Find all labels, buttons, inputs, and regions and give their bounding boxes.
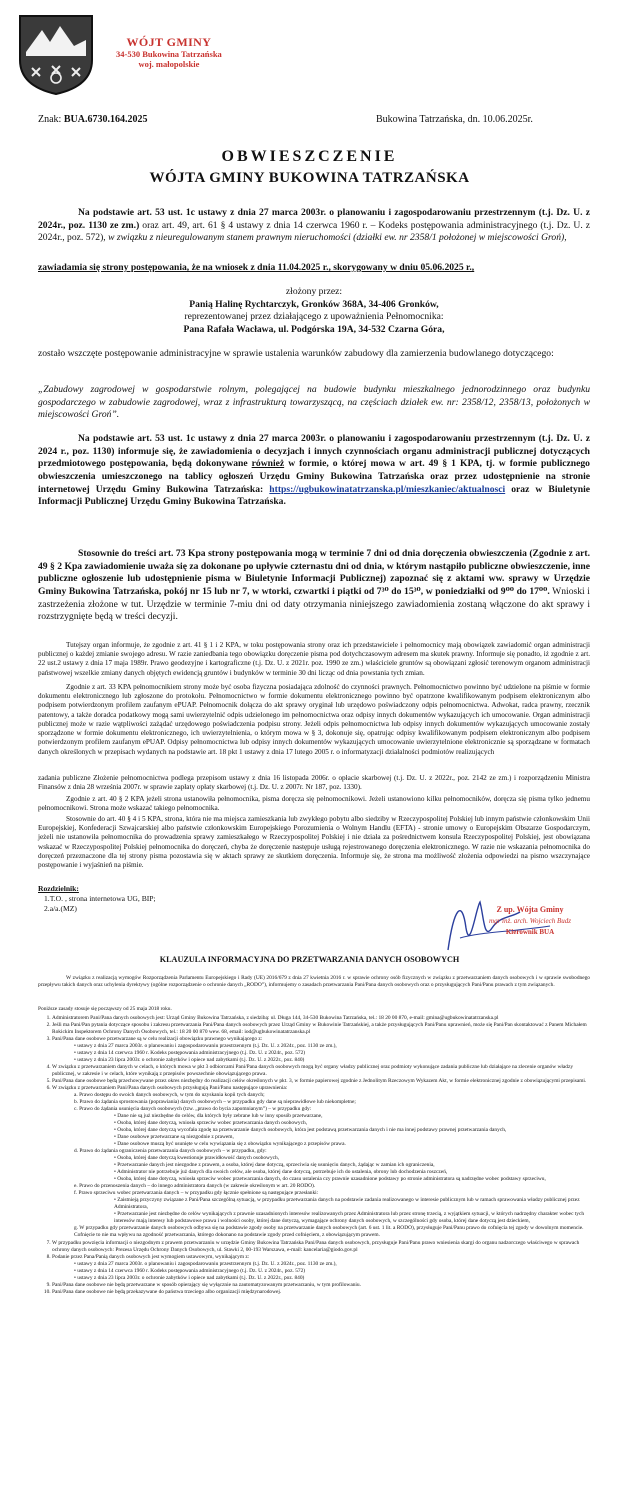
notification-method-c: oraz w Biuletynie Informacji Publicznej Urzędu Gminy Bukowina Tatrzańska. [38,483,591,508]
submitted-by-label: złożony przez: [285,286,343,297]
reference-label: Znak: [38,114,62,125]
legal-basis-text: ustawy z dnia 23 lipca 2003r. o ochronie zabytków i opiece nad zabytkami (t.j. Dz. U. z 2022r., poz. 840) [77,1274,305,1281]
right-entry: a. Prawo dostępu do swoich danych osobowych, w tym do uzyskania kopii tych danych; [74,1092,265,1099]
notification-statement: zawiadamia się strony postępowania, że na wniosek z dnia 11.04.2025 r., skorygowany w dniu 05.06.2025 r., [38,262,475,273]
right-text: Prawo do przenoszenia danych – do innego administratora danych (w zakresie określonym w art. 20 RODO). [79,1183,316,1190]
case-entry: • Administrator nie potrzebuje już danych dla swoich celów, ale osoba, której dane dotyczą, potrzebuje ich do ustalenia, obrony lub dochodzenia roszczeń, [114,1169,448,1176]
legal-basis-entry: • ustawy z dnia 27 marca 2003r. o planowaniu i zagospodarowaniu przestrzennym (t.j. Dz. U. z 2024r., poz. 1130 ze zm.), [74,1043,337,1050]
reference-value: BUA.6730.164.2025 [63,114,148,125]
notification-method-also: również [251,458,285,470]
case-entry: • Osoba, której dane dotyczą wycofała zgodę na przetwarzanie danych osobowych, która jest podstawą przetwarzania danych i nie ma innej podstawy prawnej przetwarzania danych, [114,1127,507,1134]
legal-basis-text: ustawy z dnia 14 czerwca 1960 r. Kodeks postępowania administracyjnego (t.j. Dz. U. z 2024r., poz. 572) [77,1267,306,1274]
right-entry: d. Prawo do żądania ograniczenia przetwarzania danych osobowych – w przypadku, gdy: [74,1148,267,1155]
reference-number [38,114,147,125]
stamp-duty-note: zadania publiczne Złożenie pełnomocnictwa podlega przepisom ustawy z dnia 16 listopada 2006r. o opłacie skarbowej (t.j. Dz. U. z 2022r., poz. 2142 ze zm.) i rozporządzeniu Ministra Finansów z dnia 28 września 2007r. w sprawie zapłaty opłaty skarbowej (t.j. Dz. U. z 2007r. Nr 187, poz. 1330). [38,774,590,792]
right-entry: f. Prawo sprzeciwu wobec przetwarzania danych – w przypadku gdy łącznie spełnione są następujące przesłanki: [74,1190,319,1197]
legal-basis-text: oraz art. 49, art. 61 § 4 ustawy z dnia 14 czerwca 1960 r. – Kodeks postępowania administracyjnego (t.j. Dz. U. z 2024r., poz. 572), [38,219,591,244]
office-stamp [116,36,222,69]
access-to-files-bold: Stosownie do treści art. 73 Kpa strony postępowania mogą w terminie 7 dni od dnia doręczenia obwieszczenia (Zgodnie z art. 49 § 2 Kpa zawiadomienie uważa się za dokonane po upływie czternastu dni od dnia, w którym nastąpiło publiczne obwieszczenie, inne publiczne ogłoszenie lub udostępnienie pisma w Biuletynie Informacji Publicznej) zapoznać się z aktami ww. sprawy w Urzędzie Gminy Bukowina Tatrzańska, pokój nr 15 lub nr 7, w wtorki, czwartki i piątki od 7³⁰ do 15³⁰, w poniedziałki od 9⁰⁰ do 17⁰⁰. [38,548,590,597]
rodo-item: 1. Administratorem Pani/Pana danych osobowych jest: Urząd Gminy Bukowina Tatrzańska, z siedzibą: ul. Długa 144, 34-530 Bukowina Tatrzańska, tel.: 18 20 00 870, e-mail: gmina@ugbukowinatatrzanska.pl [52,1015,590,1022]
applicant-block [38,286,590,337]
case-text: Przetwarzanie jest niezbędne do celów wynikających z prawnie uzasadnionych interesów realizowanych przez Administratora lub przez stronę trzecią, z wyjątkiem sytuacji, w których nadrzędny charakter wobec tych interesów mają interesy lub podstawowe prawa i wolności osoby, której dane dotyczą, wymagające ochrony danych osobowych, w szczególności gdy osoba, której dane dotyczą jest dzieckiem, [114,1211,585,1225]
case-text: Osoba, której dane dotyczą kwestionuje prawidłowość danych osobowych, [117,1155,280,1162]
case-text: Zaistnieją przyczyny związane z Pani/Pana szczególną sytuacją, w przypadku przetwarzania danych na podstawie zadania realizowanego w interesie publicznym lub w ramach sprawowania władzy publicznej przez Administratora, [114,1197,580,1211]
rodo-item: 5. Pani/Pana dane osobowe będą przechowywane przez okres niezbędny do realizacji celów określonych w pkt. 3, w formie papierowej zgodnie z Jednolitym Rzeczowym Wykazem Akt, w formie elektronicznej zgodnie z obowiązującymi przepisami. [52,1078,590,1085]
notification-method-paragraph [38,433,590,509]
right-entry: g. W przypadku gdy przetwarzanie danych osobowych odbywa się na podstawie zgody osoby na przetwarzanie danych osobowych (art. 6 ust. 1 lit. a RODO), przysługuje Pani/Panu prawo do cofnięcia tej zgody w dowolnym momencie. Cofnięcie to nie ma wpływu na zgodność przetwarzania, którego dokonano na podstawie zgody przed cofnięciem, z obowiązującym prawem. [74,1225,584,1239]
stamp-title: WÓJT GMINY [126,35,212,49]
legal-basis-entry: • ustawy z dnia 14 czerwca 1960 r. Kodeks postępowania administracyjnego (t.j. Dz. U. z 2024r., poz. 572) [74,1050,306,1057]
right-text: Prawo do żądania ograniczenia przetwarzania danych osobowych – w przypadku, gdy: [79,1148,267,1155]
rodo-item: 9. Pani/Pana dane osobowe nie będą przetwarzane w sposób opierający się wyłącznie na zautomatyzowanym przetwarzaniu, w tym profilowaniu. [52,1282,590,1289]
place-date: Bukowina Tatrzańska, dn. 10.06.2025r. [376,114,533,125]
case-text: Dane nie są już niezbędne do celów, dla których były zebrane lub w inny sposób przetwarzane, [117,1113,323,1120]
legal-basis-bold: Na podstawie art. 53 ust. 1c ustawy z dnia 27 marca 2003r. o planowaniu i zagospodarowaniu przestrzennym (t.j. Dz. U. z 2024r., poz. 1130 ze zm.) [38,207,590,231]
rodo-item-text: Podanie przez Pana/Panią danych osobowych jest wymogiem ustawowym, wynikającym z: [52,1253,250,1260]
rodo-item: 4. W związku z przetwarzaniem danych w celach, o których mowa w pkt 3 odbiorcami Pani/Pana danych osobowych mogą być organy władzy publicznej oraz podmioty wykonujące zadania publiczne lub działające na zlecenie organów władzy publicznej, w zakresie i w celach, które wynikają z przepisów powszechnie obowiązującego prawa. [52,1064,590,1078]
case-text: Administrator nie potrzebuje już danych dla swoich celów, ale osoba, której dane dotyczą, potrzebuje ich do ustalenia, obrony lub dochodzenia roszczeń, [116,1169,448,1176]
signature-name: mgr inż. arch. Wojciech Budz [489,917,571,925]
access-to-files-rest: Wnioski i zastrzeżenia złożone w tut. Urzędzie w terminie 7-miu dni od daty otrzymania niniejszego zawiadomienia zostaną włączone do akt sprawy i rozstrzygnięte będą w treści decyzji. [38,585,590,623]
rodo-item [52,1254,590,1282]
project-description: „Zabudowy zagrodowej w gospodarstwie rolnym, polegającej na budowie budynku mieszkalnego jednorodzinnego oraz budynku gospodarczego w zabudowie zagrodowej, wraz z infrastrukturą towarzyszącą, na częściach działek ew. nr: 2358/12, 2358/13, położonych w miejscowości Groń”. [38,384,590,421]
access-to-files-paragraph [38,548,590,624]
case-entry: • Osoba, której dane dotyczą, wniosła sprzeciw wobec przetwarzania danych, do czasu ustalenia czy prawnie uzasadnione podstawy po stronie administratora są nadrzędne wobec podstawy sprzeciwu, [114,1176,546,1183]
stamp-region: woj. małopolskie [138,58,200,69]
right-entry: e. Prawo do przenoszenia danych – do innego administratora danych (w zakresie określonym w art. 20 RODO). [74,1183,316,1190]
rights-list [52,1092,590,1239]
legal-basis-entry: • ustawy z dnia 23 lipca 2003r. o ochronie zabytków i opiece nad zabytkami (t.j. Dz. U. z 2022r., poz. 840) [74,1057,305,1064]
right-text: Prawo do żądania sprostowania (poprawiania) danych osobowych – w przypadku gdy dane są nieprawidłowe lub niekompletne; [79,1099,356,1106]
notification-method-b: w formie, o której mowa w art. 49 § 1 KPA, tj. w formie publicznego obwieszczenia umieszczonego na tablicy ogłoszeń Urzędu Gminy Bukowina Tatrzańska oraz przez udostępnienie na stronie internetowej Urzędu Gminy Bukowina Tatrzańska: [38,458,590,495]
rodo-item-text: Pani/Pana dane osobowe przetwarzane są w celu realizacji obowiązku prawnego wynikającego z: [52,1036,263,1043]
website-link[interactable]: https://ugbukowinatatrzanska.pl/mieszkaniec/aktualnosci [269,483,506,495]
document-title: OBWIESZCZENIE [221,148,398,165]
legal-basis-entry: • ustawy z dnia 27 marca 2003r. o planowaniu i zagospodarowaniu przestrzennym (t.j. Dz. U. z 2024r., poz. 1130 ze zm.), [74,1260,337,1267]
rodo-item [52,1036,590,1064]
right-entry: b. Prawo do żądania sprostowania (poprawiania) danych osobowych – w przypadku gdy dane są nieprawidłowe lub niekompletne; [74,1099,356,1106]
case-entry: • Osoba, której dane dotyczą, wniosła sprzeciw wobec przetwarzania danych osobowych, [114,1120,308,1127]
case-entry: • Przetwarzanie danych jest niezgodne z prawem, a osoba, której dane dotyczą, sprzeciwia się usunięciu danych, żądając w zamian ich ograniczenia, [114,1162,435,1169]
right-text: Prawo do żądania usunięcia danych osobowych (tzw. „prawo do bycia zapomnianym”) – w przypadku gdy: [79,1106,312,1113]
case-text: Osoba, której dane dotyczą, wniosła sprzeciw wobec przetwarzania danych, do czasu ustalenia czy prawnie uzasadnione podstawy po stronie administratora są nadrzędne wobec podstawy sprzeciwu, [117,1176,546,1183]
legal-basis-text: ustawy z dnia 23 lipca 2003r. o ochronie zabytków i opiece nad zabytkami (t.j. Dz. U. z 2022r., poz. 840) [77,1057,305,1064]
right-text: Prawo sprzeciwu wobec przetwarzania danych – w przypadku gdy łącznie spełnione są następujące przesłanki: [78,1190,319,1197]
rodo-intro: W związku z realizacją wymogów Rozporządzenia Parlamentu Europejskiego i Rady (UE) 2016/679 z dnia 27 kwietnia 2016 r. w sprawie ochrony osób fizycznych w związku z przetwarzaniem danych osobowych i w sprawie swobodnego przepływu takich danych oraz uchylenia dyrektywy (ogólne rozporządzenie o ochronie danych „RODO”), informujemy o zasadach przetwarzania Pani/Pana danych osobowych oraz o przysługujących Pani/Panu prawach z tym związanych. [38,975,590,989]
legal-basis-entry: • ustawy z dnia 23 lipca 2003r. o ochronie zabytków i opiece nad zabytkami (t.j. Dz. U. z 2022r., poz. 840) [74,1274,305,1281]
rodo-item: 10. Pani/Pana dane osobowe nie będą przekazywane do państwa trzeciego albo organizacji międzynarodowej. [52,1289,590,1296]
rodo-item: 7. W przypadku powzięcia informacji o niezgodnym z prawem przetwarzaniu w urzędzie Gminy Bukowina Tatrzańska Pani/Pana danych osobowych, przysługuje Pani/Panu prawo wniesienia skargi do organu nadzorczego właściwego w sprawach ochrony danych osobowych: Prezesa Urzędu Ochrony Danych Osobowych, ul. Stawki 2, 00-193 Warszawa, e-mail: kancelaria@giodo.gov.pl [52,1240,590,1254]
legal-basis-paragraph [38,207,590,245]
right-text: W przypadku gdy przetwarzanie danych osobowych odbywa się na podstawie zgody osoby na przetwarzanie danych osobowych (art. 6 ust. 1 lit. a RODO), przysługuje Pani/Panu prawo do cofnięcia tej zgody w dowolnym momencie. Cofnięcie to nie ma wpływu na zgodność przetwarzania, którego dokonano na podstawie zgody przed cofnięciem, z obowiązującym prawem. [74,1225,584,1239]
rodo-legal-basis [52,1043,590,1064]
rodo-item-text: W związku z przetwarzaniem Pani/Pana danych osobowych przysługują Pani/Panu następujące uprawnienia: [52,1085,288,1092]
case-entry: • Zaistnieją przyczyny związane z Pani/Pana szczególną sytuacją, w przypadku przetwarzania danych na podstawie zadania realizowanego w interesie publicznym lub w ramach sprawowania władzy publicznej przez Administratora, [114,1197,580,1211]
right-text: Prawo dostępu do swoich danych osobowych, w tym do uzyskania kopii tych danych; [79,1092,265,1099]
address-change-note: Tutejszy organ informuje, że zgodnie z art. 41 § 1 i 2 KPA, w toku postępowania strony oraz ich przedstawiciele i pełnomocnicy mają obowiązek zawiadomić organ administracji publicznej o każdej zmianie swojego adresu. W razie zaniedbania tego obowiązku doręczenie pisma pod dotychczasowym adresem ma skutek prawny. Informuje się ponadto, iż zgodnie z art. 22 ust.2 ustawy z dnia 17 maja 1989r. Prawo geodezyjne i kartograficzne (t.j. Dz. U. z 2021r. poz. 1990 ze zm.) właściciele gruntów są obowiązani zgłosić terenowym organom administracji państwowej wszelkie zmiany danych objętych ewidencją gruntów i budynków w terminie 30 dni licząc od dnia powstania tych zmian. [38,641,590,677]
case-text: Osoba, której dane dotyczą wycofała zgodę na przetwarzanie danych osobowych, która jest podstawą przetwarzania danych i nie ma innej podstawy prawnej przetwarzania danych, [117,1127,507,1134]
signature-stamp [470,904,590,937]
case-entry: • Osoba, której dane dotyczą kwestionuje prawidłowość danych osobowych, [114,1155,280,1162]
legal-basis-italic: w związku z nieuregulowanym stanem prawnym nieruchomości (działki ew. nr 2358/1 położonej w miejscowości Groń), [108,232,567,244]
stamp-address: 34-530 Bukowina Tatrzańska [116,48,222,59]
municipality-coat-of-arms-logo [14,12,98,96]
legal-basis-text: ustawy z dnia 27 marca 2003r. o planowaniu i zagospodarowaniu przestrzennym (t.j. Dz. U. z 2024r., poz. 1130 ze zm.), [77,1043,337,1050]
objection-cases [74,1197,590,1225]
distribution-item: 2.a/a.(MZ) [44,903,77,913]
case-text: Osoba, której dane dotyczą, wniosła sprzeciw wobec przetwarzania danych osobowych, [117,1120,308,1127]
erase-cases [74,1113,590,1148]
rodo-item [52,1085,590,1239]
rodo-title: KLAUZULA INFORMACYJNA DO PRZETWARZANIA DANYCH OSOBOWYCH [159,955,460,964]
case-text: Dane osobowe przetwarzane są niezgodnie z prawem, [117,1134,234,1141]
signature-authority: Z up. Wójta Gminy [496,905,564,914]
case-entry: • Dane osobowe przetwarzane są niezgodnie z prawem, [114,1134,234,1141]
proceedings-initiated: zostało wszczęte postępowanie administracyjne w sprawie ustalenia warunków zabudowy dla zamierzenia budowlanego dotyczącego: [38,348,554,359]
distribution-label: Rozdzielnik: [38,884,79,893]
distribution-list [38,884,156,914]
distribution-item: 1.T.O. , strona internetowa UG, BIP; [44,893,156,903]
restrict-cases [74,1155,590,1183]
case-entry: • Dane nie są już niezbędne do celów, dla których były zebrane lub w inny sposób przetwarzane, [114,1113,323,1120]
attorney-name: Pana Rafała Wacława, ul. Podgórska 19A, 34-532 Czarna Góra, [183,323,445,335]
case-text: Przetwarzanie danych jest niezgodne z prawem, a osoba, której dane dotyczą, sprzeciwia się usunięciu danych, żądając w zamian ich ograniczenia, [117,1162,435,1169]
document-subtitle: WÓJTA GMINY BUKOWINA TATRZAŃSKA [149,170,470,186]
foreign-party-note: Stosownie do art. 40 § 4 i 5 KPA, strona, która nie ma miejsca zamieszkania lub zwykłego pobytu albo siedziby w Rzeczypospolitej Polskiej lub innym państwie członkowskim Unii Europejskiej, Konfederacji Szwajcarskiej albo państwie członkowskim Europejskiego Porozumienia o Wolnym Handlu (EFTA) - stronie umowy o Europejskim Obszarze Gospodarczym, jeżeli nie ustanowiła pełnomocnika do prowadzenia sprawy zamieszkałego w Rzeczypospolitej Polskiej i nie działa za pośrednictwem konsula Rzeczypospolitej Polskiej, jest obowiązana wskazać w Rzeczypospolitej Polskiej pełnomocnika do doręczeń, chyba że doręczenie następuje usługą rejestrowanego doręczenia elektronicznego. W razie nie wskazania pełnomocnika do doręczeń przeznaczone dla tej strony pisma pozostawia się w aktach sprawy ze skutkiem doręczenia. Informuje się, że strona ma możliwość złożenia odpowiedzi na pismo wszczynające postępowanie i wyjaśnień na piśmie. [38,815,590,870]
delivery-to-attorney-note: Zgodnie z art. 40 § 2 KPA jeżeli strona ustanowiła pełnomocnika, pisma doręcza się pełnomocnikowi. Jeżeli ustanowiono kilku pełnomocników, doręcza się pisma tylko jednemu pełnomocnikowi. Strona może wskazać takiego pełnomocnika. [38,795,590,813]
legal-basis-text: ustawy z dnia 14 czerwca 1960 r. Kodeks postępowania administracyjnego (t.j. Dz. U. z 2024r., poz. 572) [77,1050,306,1057]
representation-note: reprezentowanej przez działającego z upoważnienia Pełnomocnika: [184,311,444,323]
rodo-legal-basis [52,1261,590,1282]
legal-basis-text: ustawy z dnia 27 marca 2003r. o planowaniu i zagospodarowaniu przestrzennym (t.j. Dz. U. z 2024r., poz. 1130 ze zm.), [77,1260,337,1267]
case-text: Dane osobowe muszą być usunięte w celu wywiązania się z obowiązku wynikającego z przepisów prawa. [117,1141,346,1148]
applicant-name: Panią Halinę Rychtarczyk, Gronków 368A, 34-406 Gronków, [189,298,439,310]
legal-basis-entry: • ustawy z dnia 14 czerwca 1960 r. Kodeks postępowania administracyjnego (t.j. Dz. U. z 2024r., poz. 572) [74,1267,306,1274]
signature-title: Kierownik BUA [505,927,555,936]
case-entry: • Przetwarzanie jest niezbędne do celów wynikających z prawnie uzasadnionych interesów realizowanych przez Administratora lub przez stronę trzecią, z wyjątkiem sytuacji, w których nadrzędny charakter wobec tych interesów mają interesy lub podstawowe prawa i wolności osoby, której dane dotyczą, wymagające ochrony danych osobowych, w szczególności gdy osoba, której dane dotyczą jest dzieckiem, [114,1211,585,1225]
notification-method-a: Na podstawie art. 53 ust. 1c ustawy z dnia 27 marca 2003r. o planowaniu i zagospodarowaniu przestrzennym (t.j. Dz. U. z 2024 r., poz. 1130) informuje się, że zawiadomienia o decyzjach i innych czynnościach organu administracji publicznej dotyczących przedmiotowego postępowania, będą dokonywane [38,433,590,470]
rodo-intro-date: Poniższe zasady stosuje się począwszy od 25 maja 2018 roku. [38,1006,172,1012]
rodo-item: 2. Jeśli ma Pani/Pan pytania dotyczące sposobu i zakresu przetwarzania Pani/Pana danych osobowych przez Urząd Gminy w Bukowinie Tatrzańskiej, a także przysługujących Pani/Panu uprawnień, może się Pani/Pan skontaktować z Panem Michałem Rokickim Inspektorem Ochrony Danych Osobowych, tel.: 18 20 00 870 wew. 68, email: iod@ugbukowinatatrzanska.pl [52,1022,590,1036]
case-entry: • Dane osobowe muszą być usunięte w celu wywiązania się z obowiązku wynikającego z przepisów prawa. [114,1141,346,1148]
attorney-rules-note: Zgodnie z art. 33 KPA pełnomocnikiem strony może być osoba fizyczna posiadająca zdolność do czynności prawnych. Pełnomocnictwo powinno być udzielone na piśmie w formie dokumentu elektronicznego lub zgłoszone do protokołu. Pełnomocnictwo w formie dokumentu elektronicznego powinno być opatrzone kwalifikowanym podpisem elektronicznym albo podpisem potwierdzonym profilem zaufanym ePUAP. Pełnomocnik dołącza do akt sprawy oryginał lub urzędowo poświadczony odpis pełnomocnictwa. Adwokat, radca prawny, rzecznik patentowy, a także doradca podatkowy mogą sami uwierzytelnić odpis udzielonego im pełnomocnictwa oraz odpisy innych dokumentów wykazujących ich umocowanie. Organ administracji publicznej może w razie wątpliwości zażądać urzędowego poświadczenia podpisu strony. Jeżeli odpis pełnomocnictwa lub odpisy innych dokumentów wykazujących umocowanie zostały sporządzone w formie dokumentu elektronicznego, ich uwierzytelnienia, o którym mowa w § 3, dokonuje się, opatrując odpisy kwalifikowanym podpisem elektronicznym albo podpisem potwierdzonym profilem zaufanym ePUAP. Odpisy pełnomocnictwa lub odpisy innych dokumentów wykazujących umocowanie uwierzytelnione elektronicznie są sporządzane w formatach danych określonych w przepisach wydanych na podstawie art. 18 pkt 1 ustawy z dnia 17 lutego 2005 r. o informatyzacji działalności podmiotów realizujących [38,683,590,756]
rodo-list [38,1015,590,1296]
right-entry: c. Prawo do żądania usunięcia danych osobowych (tzw. „prawo do bycia zapomnianym”) – w przypadku gdy: [74,1106,312,1113]
